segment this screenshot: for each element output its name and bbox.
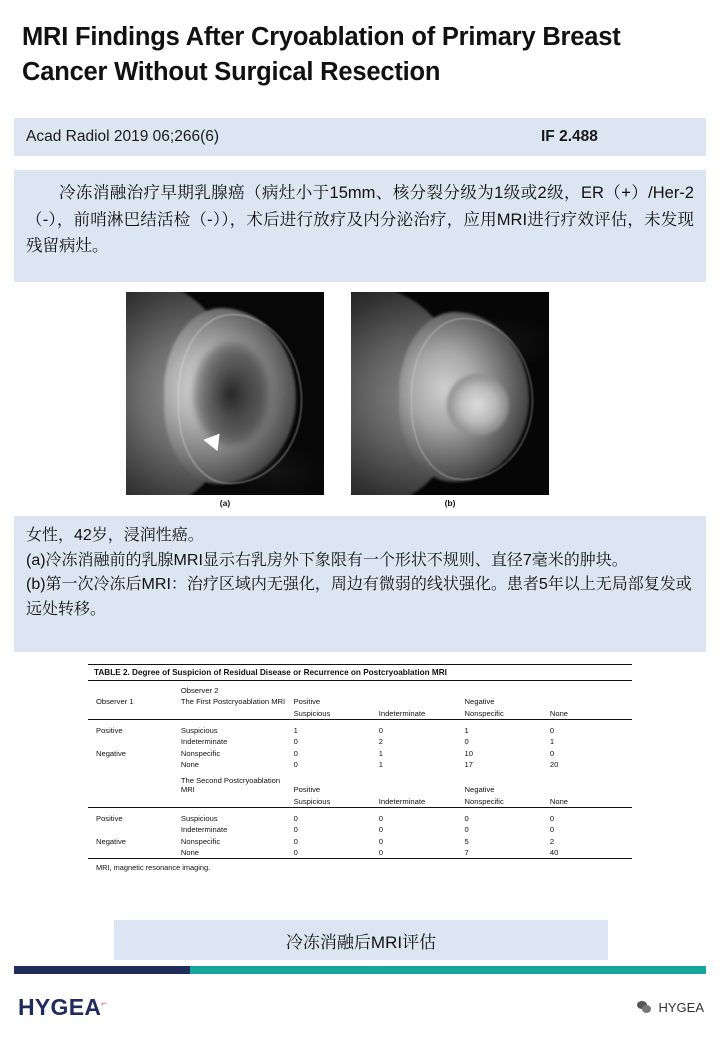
row-value: 0 — [293, 847, 298, 857]
figure-row — [0, 292, 720, 514]
row-group — [88, 736, 179, 747]
wechat-handle-text: HYGEA — [658, 1000, 704, 1015]
row-value: 0 — [464, 737, 469, 747]
case-line-2: (a)冷冻消融前的乳腺MRI显示右乳房外下象限有一个形状不规则、直径7毫米的肿块。 — [26, 551, 628, 569]
row-value: 0 — [293, 836, 298, 846]
summary-panel — [14, 170, 706, 282]
section-1-sub-nonspecific: Nonspecific — [464, 708, 504, 718]
figure-b-caption: (b) — [444, 498, 456, 508]
table-row — [88, 719, 632, 736]
footer — [0, 982, 720, 1040]
section-1-sub-none: None — [549, 708, 569, 718]
wechat-handle — [637, 1000, 704, 1015]
table-row — [88, 748, 632, 759]
row-value: 1 — [464, 725, 469, 735]
row-value: 0 — [549, 825, 555, 835]
section-2-group-positive: Positive — [293, 785, 321, 795]
row-value: 2 — [378, 737, 383, 747]
row-value: 0 — [293, 825, 298, 835]
observer2-label: Observer 2 — [180, 686, 219, 695]
row-value: 1 — [549, 737, 555, 747]
row-value: 0 — [549, 725, 555, 735]
section-2-group-blank2 — [548, 770, 632, 795]
section-2-sub-nonspecific: Nonspecific — [464, 796, 504, 806]
section-2-group-blank1 — [377, 770, 463, 795]
case-line-3: (b)第一次冷冻后MRI：治疗区域内无强化，周边有微弱的线状强化。患者5年以上无局部复发或远处转移。 — [26, 576, 692, 618]
row-value: 0 — [378, 725, 383, 735]
row-value: 2 — [549, 836, 555, 846]
mri-image-a — [126, 292, 324, 495]
row-value: 0 — [378, 847, 383, 857]
row-value: 0 — [293, 748, 298, 758]
table-title: TABLE 2. Degree of Suspicion of Residual Disease or Recurrence on Postcryoablation MRI — [88, 664, 632, 681]
row-value: 0 — [293, 760, 298, 770]
row-category: Nonspecific — [180, 836, 221, 846]
row-value: 10 — [464, 748, 473, 758]
row-value: 0 — [378, 836, 383, 846]
row-group: Negative — [96, 836, 126, 846]
section-2-sub-suspicious: Suspicious — [293, 796, 331, 806]
table-row — [88, 835, 632, 846]
row-group: Negative — [96, 748, 126, 758]
row-value: 0 — [293, 737, 298, 747]
section-1-group-blank2 — [548, 696, 632, 707]
row-category: Suspicious — [180, 725, 218, 735]
row-value: 0 — [378, 825, 383, 835]
journal-reference: Acad Radiol 2019 06;266(6) — [26, 128, 220, 145]
row-group: Positive — [96, 725, 123, 735]
summary-text: 冷冻消融治疗早期乳腺癌（病灶小于15mm、核分裂分级为1级或2级，ER（+）/Her-2（-），前哨淋巴结活检（-）），术后进行放疗及内分泌治疗，应用MRI进行疗效评估，未发现残留病灶。 — [26, 184, 694, 256]
row-category: None — [180, 760, 200, 770]
row-group — [88, 759, 179, 770]
table-row — [88, 736, 632, 747]
section-1-group-blank1 — [377, 696, 463, 707]
row-value: 5 — [464, 836, 469, 846]
row-value: 1 — [378, 748, 383, 758]
row-value: 0 — [464, 825, 469, 835]
wechat-icon — [637, 1001, 652, 1014]
row-value: 40 — [549, 847, 559, 857]
brand-logo — [18, 994, 107, 1021]
figure-a-caption: (a) — [219, 498, 231, 508]
trademark-icon: ⌐ — [101, 998, 108, 1010]
impact-factor: IF 2.488 — [541, 128, 598, 145]
mri-image-b — [351, 292, 549, 495]
row-category: None — [180, 847, 200, 857]
row-value: 0 — [378, 813, 383, 823]
journal-bar — [14, 118, 706, 156]
figure-a — [126, 292, 324, 508]
row-group — [88, 824, 179, 835]
footer-divider — [14, 966, 706, 974]
table-row — [88, 759, 632, 770]
row-value: 0 — [549, 813, 555, 823]
section-1-group-positive: Positive — [293, 697, 321, 707]
row-group — [88, 847, 179, 858]
table-row — [88, 847, 632, 858]
table-row — [88, 807, 632, 824]
footer-bar-navy — [14, 966, 190, 974]
conclusion-caption: 冷冻消融后MRI评估 — [114, 920, 608, 960]
section-2-sub-none: None — [549, 796, 569, 806]
section-1-group-negative: Negative — [464, 697, 495, 707]
section-1-sub-indeterminate: Indeterminate — [378, 708, 426, 718]
section-1-heading: The First Postcryoablation MRI — [180, 697, 286, 707]
row-category: Indeterminate — [180, 825, 228, 835]
row-value: 0 — [549, 748, 555, 758]
table-footnote: MRI, magnetic resonance imaging. — [88, 858, 632, 874]
section-2-sub-indeterminate: Indeterminate — [378, 796, 426, 806]
row-value: 17 — [464, 760, 473, 770]
table-row — [88, 824, 632, 835]
row-value: 7 — [464, 847, 469, 857]
row-value: 1 — [378, 760, 383, 770]
row-value: 0 — [464, 813, 469, 823]
case-line-1: 女性，42岁，浸润性癌。 — [26, 527, 204, 544]
brand-logo-text: HYGEA — [18, 994, 102, 1020]
section-2-group-negative: Negative — [464, 785, 495, 795]
page-title: MRI Findings After Cryoablation of Primary Breast Cancer Without Surgical Resection — [22, 23, 621, 86]
footer-bar-teal — [190, 966, 706, 974]
section-2-heading: The Second Postcryoablation MRI — [180, 776, 281, 795]
case-description-panel — [14, 516, 706, 652]
results-table — [88, 664, 632, 874]
figure-b — [351, 292, 549, 508]
row-category: Indeterminate — [180, 737, 228, 747]
row-value: 1 — [293, 725, 298, 735]
row-group: Positive — [96, 813, 123, 823]
observer1-label: Observer 1 — [96, 697, 134, 707]
row-category: Suspicious — [180, 813, 218, 823]
row-value: 20 — [549, 760, 559, 770]
row-category: Nonspecific — [180, 748, 221, 758]
row-value: 0 — [293, 813, 298, 823]
section-1-sub-suspicious: Suspicious — [293, 708, 331, 718]
